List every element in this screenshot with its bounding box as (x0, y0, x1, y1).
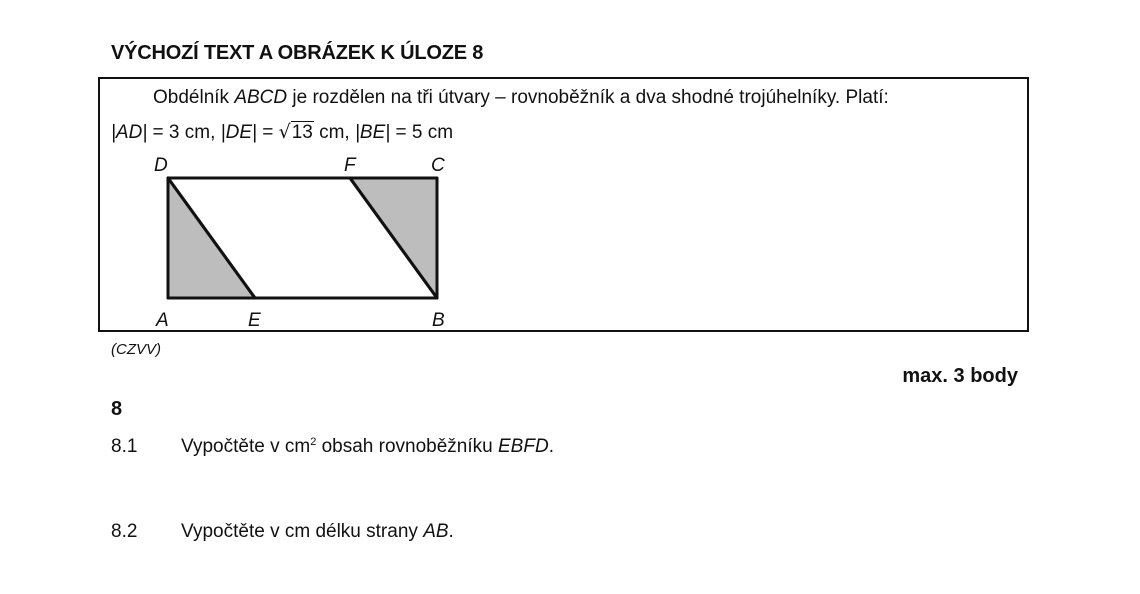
max-points: max. 3 body (902, 365, 1018, 387)
subtask-8-1 (111, 436, 554, 458)
vertex-label-a: A (156, 310, 169, 331)
rectangle-figure (140, 150, 460, 335)
task-number: 8 (111, 398, 123, 420)
vertex-label-d: D (154, 155, 168, 176)
source-note: (CZVV) (111, 341, 161, 358)
segment-de-unit: cm, (313, 122, 355, 143)
vertex-label-b: B (432, 310, 445, 331)
sqrt-sign: √ (278, 121, 291, 143)
sqrt-radicand: 13 (291, 122, 313, 143)
subtask-8-2 (111, 521, 454, 543)
subtask-end: . (548, 436, 554, 457)
subtask-number: 8.2 (111, 521, 138, 542)
intro-text-line-2 (111, 121, 453, 144)
vertex-label-c: C (431, 155, 445, 176)
segment-be-value: = 5 cm (390, 122, 454, 143)
rectangle-name: ABCD (234, 87, 288, 108)
side-name: AB (423, 521, 449, 542)
subtask-text-a: Vypočtěte v cm délku strany (181, 521, 424, 542)
subtask-text-b: obsah rovnoběžníku (316, 436, 498, 457)
segment-be: |BE| (355, 122, 391, 143)
subtask-text-a: Vypočtěte v cm (181, 436, 311, 457)
subtask-number: 8.1 (111, 436, 138, 457)
subtask-end: . (448, 521, 454, 542)
intro-text-a: Obdélník (153, 87, 235, 108)
intro-text-b: je rozdělen na tři útvary – rovnoběžník a dva shodné trojúhelníky. Platí: (287, 87, 889, 108)
vertex-label-e: E (248, 310, 261, 331)
intro-text-line-1 (153, 87, 889, 109)
subtask-superscript: 2 (310, 436, 317, 448)
parallelogram-name: EBFD (498, 436, 549, 457)
task-heading: VÝCHOZÍ TEXT A OBRÁZEK K ÚLOZE 8 (111, 42, 484, 64)
segment-de-equals: = (256, 122, 279, 143)
segment-ad: |AD| (111, 122, 148, 143)
segment-de: |DE| (220, 122, 257, 143)
vertex-label-f: F (344, 155, 356, 176)
segment-ad-value: = 3 cm, (147, 122, 221, 143)
